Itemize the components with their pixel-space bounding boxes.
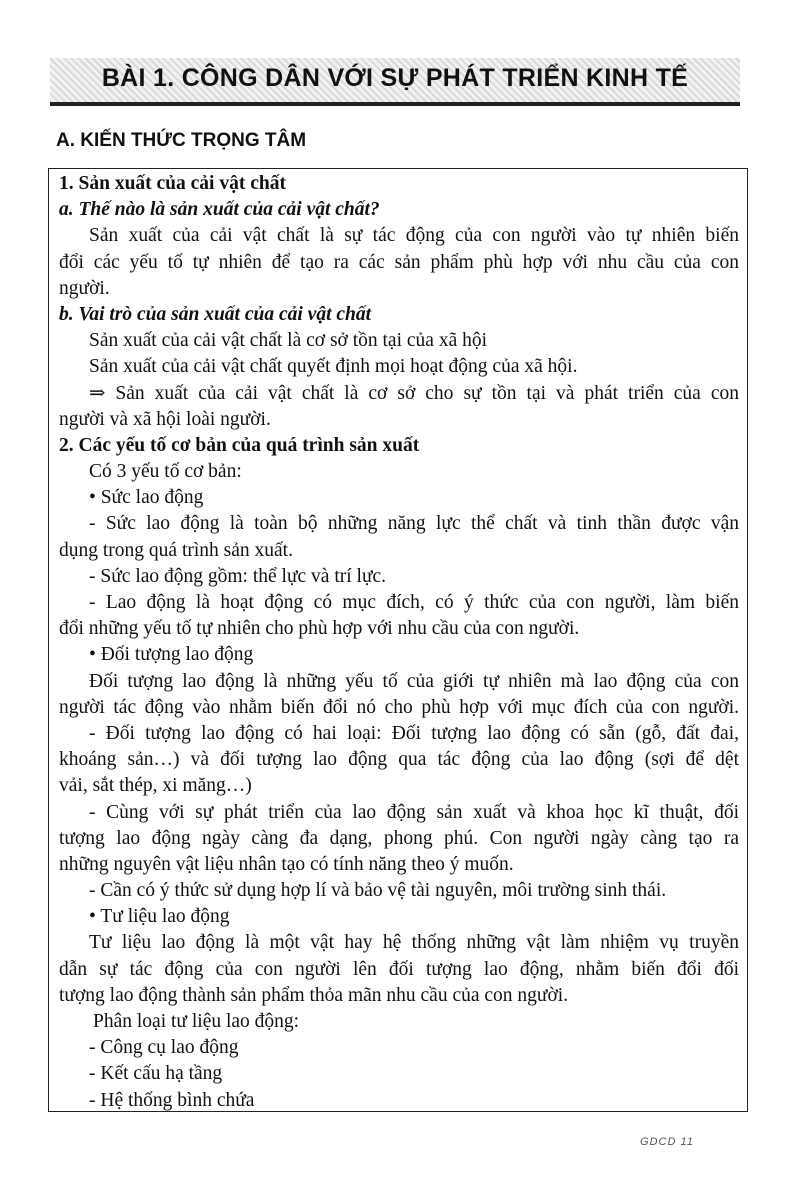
paragraph-line: Tư liệu lao động là một vật hay hệ thống những vật làm nhiệm vụ truyền	[89, 932, 739, 954]
paragraph-line: - Sức lao động là toàn bộ những năng lực thể chất và tinh thần được vận	[89, 513, 739, 535]
paragraph-line: - Sức lao động gồm: thể lực và trí lực.	[89, 565, 387, 587]
subheading-1b: b. Vai trò của sản xuất của cải vật chất	[59, 303, 372, 325]
paragraph-line: Phân loại tư liệu lao động:	[93, 1011, 300, 1032]
list-item: - Công cụ lao động	[89, 1037, 239, 1059]
page-footer: GDCD 11	[640, 1136, 694, 1148]
paragraph-line: người tác động vào nhằm biến đổi nó cho phù hợp với mục đích của con người.	[59, 696, 739, 718]
paragraph-line: - Đối tượng lao động có hai loại: Đối tượng lao động có sẵn (gỗ, đất đai,	[89, 722, 739, 744]
paragraph-line: người.	[59, 277, 110, 299]
paragraph-line: - Cần có ý thức sử dụng hợp lí và bảo vệ tài nguyên, môi trường sinh thái.	[89, 880, 667, 902]
paragraph-line: dụng trong quá trình sản xuất.	[59, 539, 293, 561]
bullet-item: • Tư liệu lao động	[89, 906, 230, 928]
paragraph-line: Sản xuất của cải vật chất quyết định mọi hoạt động của xã hội.	[89, 356, 578, 378]
paragraph-line: đổi các yếu tố tự nhiên để tạo ra các sản phẩm phù hợp với nhu cầu của con	[59, 251, 739, 273]
paragraph-line: đổi những yếu tố tự nhiên cho phù hợp với nhu cầu của con người.	[59, 618, 580, 640]
paragraph-line: Có 3 yếu tố cơ bản:	[89, 461, 242, 483]
paragraph-line: vải, sắt thép, xi măng…)	[59, 775, 252, 797]
subheading-1: 1. Sản xuất của cải vật chất	[59, 173, 286, 194]
paragraph-line: dẫn sự tác động của con người lên đối tượng lao động, nhằm biến đổi đối	[59, 958, 739, 980]
content-text	[59, 171, 739, 1114]
list-item: - Kết cấu hạ tầng	[89, 1063, 223, 1085]
bullet-item: • Đối tượng lao động	[89, 644, 254, 666]
paragraph-line: - Cùng với sự phát triển của lao động sản xuất và khoa học kĩ thuật, đối	[89, 801, 739, 823]
bullet-item: • Sức lao động	[89, 487, 204, 509]
paragraph-line: Đối tượng lao động là những yếu tố của giới tự nhiên mà lao động của con	[89, 670, 739, 692]
paragraph-line: - Lao động là hoạt động có mục đích, có ý thức của con người, làm biến	[89, 592, 739, 613]
paragraph-line: khoáng sản…) và đối tượng lao động qua tác động của lao động (sợi để dệt	[59, 749, 739, 771]
subheading-1a: a. Thế nào là sản xuất của cải vật chất?	[59, 199, 380, 221]
section-heading: A. KIẾN THỨC TRỌNG TÂM	[56, 130, 307, 151]
lesson-title: BÀI 1. CÔNG DÂN VỚI SỰ PHÁT TRIỂN KINH TẾ	[101, 64, 689, 92]
conclusion-line: ⇒ Sản xuất của cải vật chất là cơ sở cho sự tồn tại và phát triển của con	[89, 382, 739, 404]
paragraph-line: tượng lao động ngày càng đa dạng, phong phú. Con người ngày càng tạo ra	[59, 827, 739, 849]
paragraph-line: Sản xuất của cải vật chất là sự tác động của con người vào tự nhiên biến	[89, 225, 739, 247]
paragraph-line: người và xã hội loài người.	[59, 408, 271, 430]
list-item: - Hệ thống bình chứa	[89, 1089, 255, 1111]
paragraph-line: tượng lao động thành sản phẩm thỏa mãn nhu cầu của con người.	[59, 984, 569, 1006]
paragraph-line: Sản xuất của cải vật chất là cơ sở tồn tại của xã hội	[89, 330, 488, 352]
paragraph-line: những nguyên vật liệu nhân tạo có tính năng theo ý muốn.	[59, 853, 514, 875]
subheading-2: 2. Các yếu tố cơ bản của quá trình sản xuất	[59, 434, 420, 456]
